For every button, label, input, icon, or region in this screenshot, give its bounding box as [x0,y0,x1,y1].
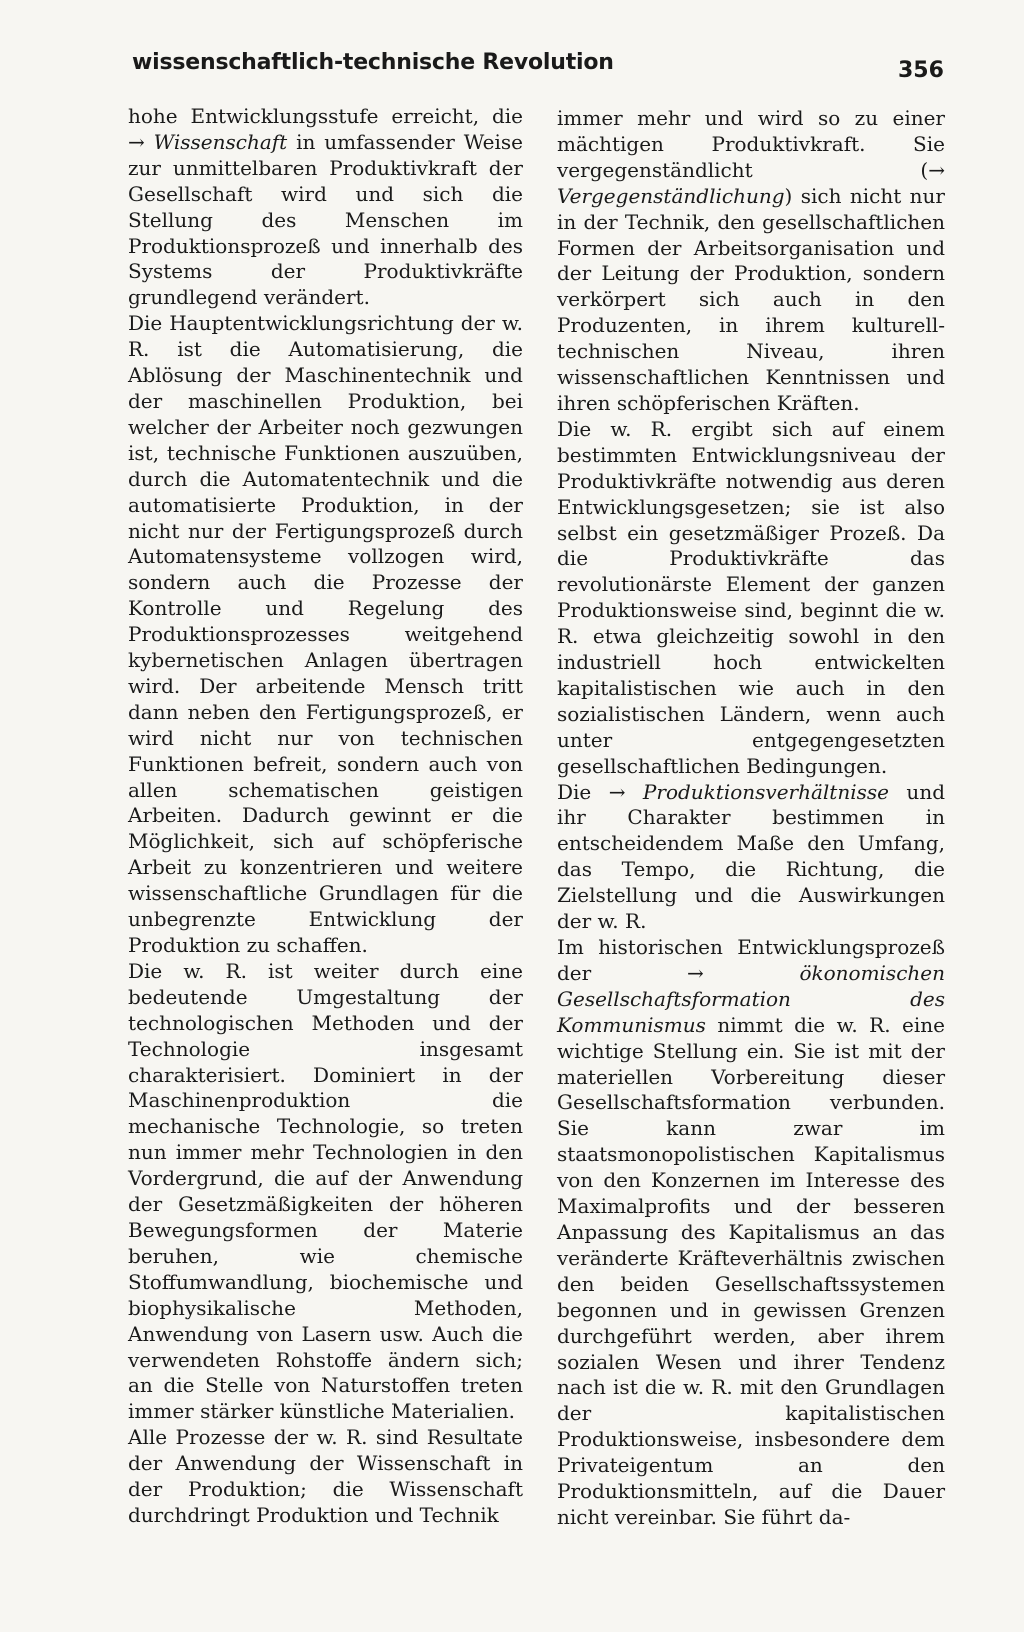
text-run: Die w. R. ergibt sich auf einem bestimmten Entwicklungsniveau der Produktivkräfte notwendig aus deren Entwicklungsgesetzen; sie ist also selbst ein gesetzmäßiger Prozeß. Da die Produktivkräfte das revolutionärste Element der ganzen Produktionsweise sind, beginnt die w. R. etwa gleichzeitig sowohl in den industriell hoch entwickelten kapitalistischen wie auch in den sozialistischen Ländern, wenn auch unter entgegengesetzten gesellschaftlichen Bedingungen. [557,416,945,778]
right-text-column [557,106,945,1531]
text-run: Die Hauptentwicklungsrichtung der w. R. ist die Automatisierung, die Ablösung der Maschinentechnik und der maschinellen Produktion, bei welcher der Arbeiter noch gezwungen ist, technische Funktionen auszuüben, durch die Automatentechnik und die automatisierte Produktion, in der nicht nur der Fertigungsprozeß durch Automatensysteme vollzogen wird, sondern auch die Prozesse der Kontrolle und Regelung des Produktionsprozesses weitgehend kybernetischen Anlagen übertragen wird. Der arbeitende Mensch tritt dann neben den Fertigungsprozeß, er wird nicht nur von technischen Funktionen befreit, sondern auch von allen schematischen geistigen Arbeiten. Dadurch gewinnt er die Möglichkeit, sich auf schöpferische Arbeit zu konzentrieren und weitere wissenschaftliche Grundlagen für die unbegrenzte Entwicklung der Produktion zu schaffen. [128,311,523,957]
text-run: und ihr Charakter bestimmen in entscheidendem Maße den Umfang, das Tempo, die Richtung, die Zielstellung und die Auswirkungen der w. R. [557,779,945,934]
cross-reference-produktionsverhaeltnisse: → Produktionsverhältnisse [608,779,889,804]
paragraph [557,106,945,417]
paragraph [557,780,945,935]
paragraph [128,311,523,959]
paragraph [128,1425,523,1529]
text-run: immer mehr und wird so zu einer mächtigen Produktivkraft. Sie vergegenständlicht ( [557,106,945,182]
paragraph [557,417,945,780]
paragraph [557,935,945,1531]
cross-reference-wissenschaft: → Wissenschaft [128,129,288,154]
cross-reference-vergegenstaendlichung: → Vergegenständlichung [557,157,945,208]
text-run: hohe Entwicklungsstufe erreicht, die [128,104,523,128]
paragraph [128,959,523,1425]
running-title: wissenschaftlich-technische Revolution [132,50,614,75]
text-run: Die w. R. ist weiter durch eine bedeutende Umgestaltung der technologischen Methoden und der Technologie insgesamt charakterisiert. Dominiert in der Maschinenproduktion die mechanische Technologie, so treten nun immer mehr Technologien in den Vordergrund, die auf der Anwendung der Gesetzmäßigkeiten der höheren Bewegungsformen der Materie beruhen, wie chemische Stoffumwandlung, biochemische und biophysikalische Methoden, Anwendung von Lasern usw. Auch die verwendeten Rohstoffe ändern sich; an die Stelle von Naturstoffen treten immer stärker künstliche Materialien. [128,958,523,1424]
text-run: Die [557,779,609,804]
cross-reference-gesellschaftsformation: → ökonomischen Gesellschaftsformation des Kommunismus [557,960,945,1037]
text-run: nimmt die w. R. eine wichtige Stellung ein. Sie ist mit der materiellen Vorbereitung dieser Gesellschaftsformation verbunden. Sie kann zwar im staatsmonopolistischen Kapitalismus von den Konzernen im Interesse des Maximalprofits und der besseren Anpassung des Kapitalismus an das veränderte Kräfteverhältnis zwischen den beiden Gesellschaftssystemen begonnen und in gewissen Grenzen durchgeführt werden, aber ihrem sozialen Wesen und ihrer Tendenz nach ist die w. R. mit den Grundlagen der kapitalistischen Produktionsweise, insbesondere dem Privateigentum an den Produktionsmitteln, auf die Dauer nicht vereinbar. Sie führt da- [557,1012,945,1529]
text-run: in umfassender Weise zur unmittelbaren Produktivkraft der Gesellschaft wird und sich die Stellung des Menschen im Produktionsprozeß und innerhalb des Systems der Produktivkräfte grundlegend verändert. [128,129,523,310]
page-number: 356 [898,58,944,83]
text-run: Alle Prozesse der w. R. sind Resultate der Anwendung der Wissenschaft in der Produktion; die Wissenschaft durchdringt Produktion und Technik [128,1425,523,1527]
left-text-column [128,104,523,1529]
text-run: ) sich nicht nur in der Technik, den gesellschaftlichen Formen der Arbeitsorganisation und der Leitung der Produktion, sondern verkörpert sich auch in den Produzenten, in ihrem kulturell-technischen Niveau, ihren wissenschaftlichen Kenntnissen und ihren schöpferischen Kräften. [557,183,945,415]
text-run: Im historischen Entwicklungsprozeß der [557,935,945,985]
paragraph [128,104,523,311]
